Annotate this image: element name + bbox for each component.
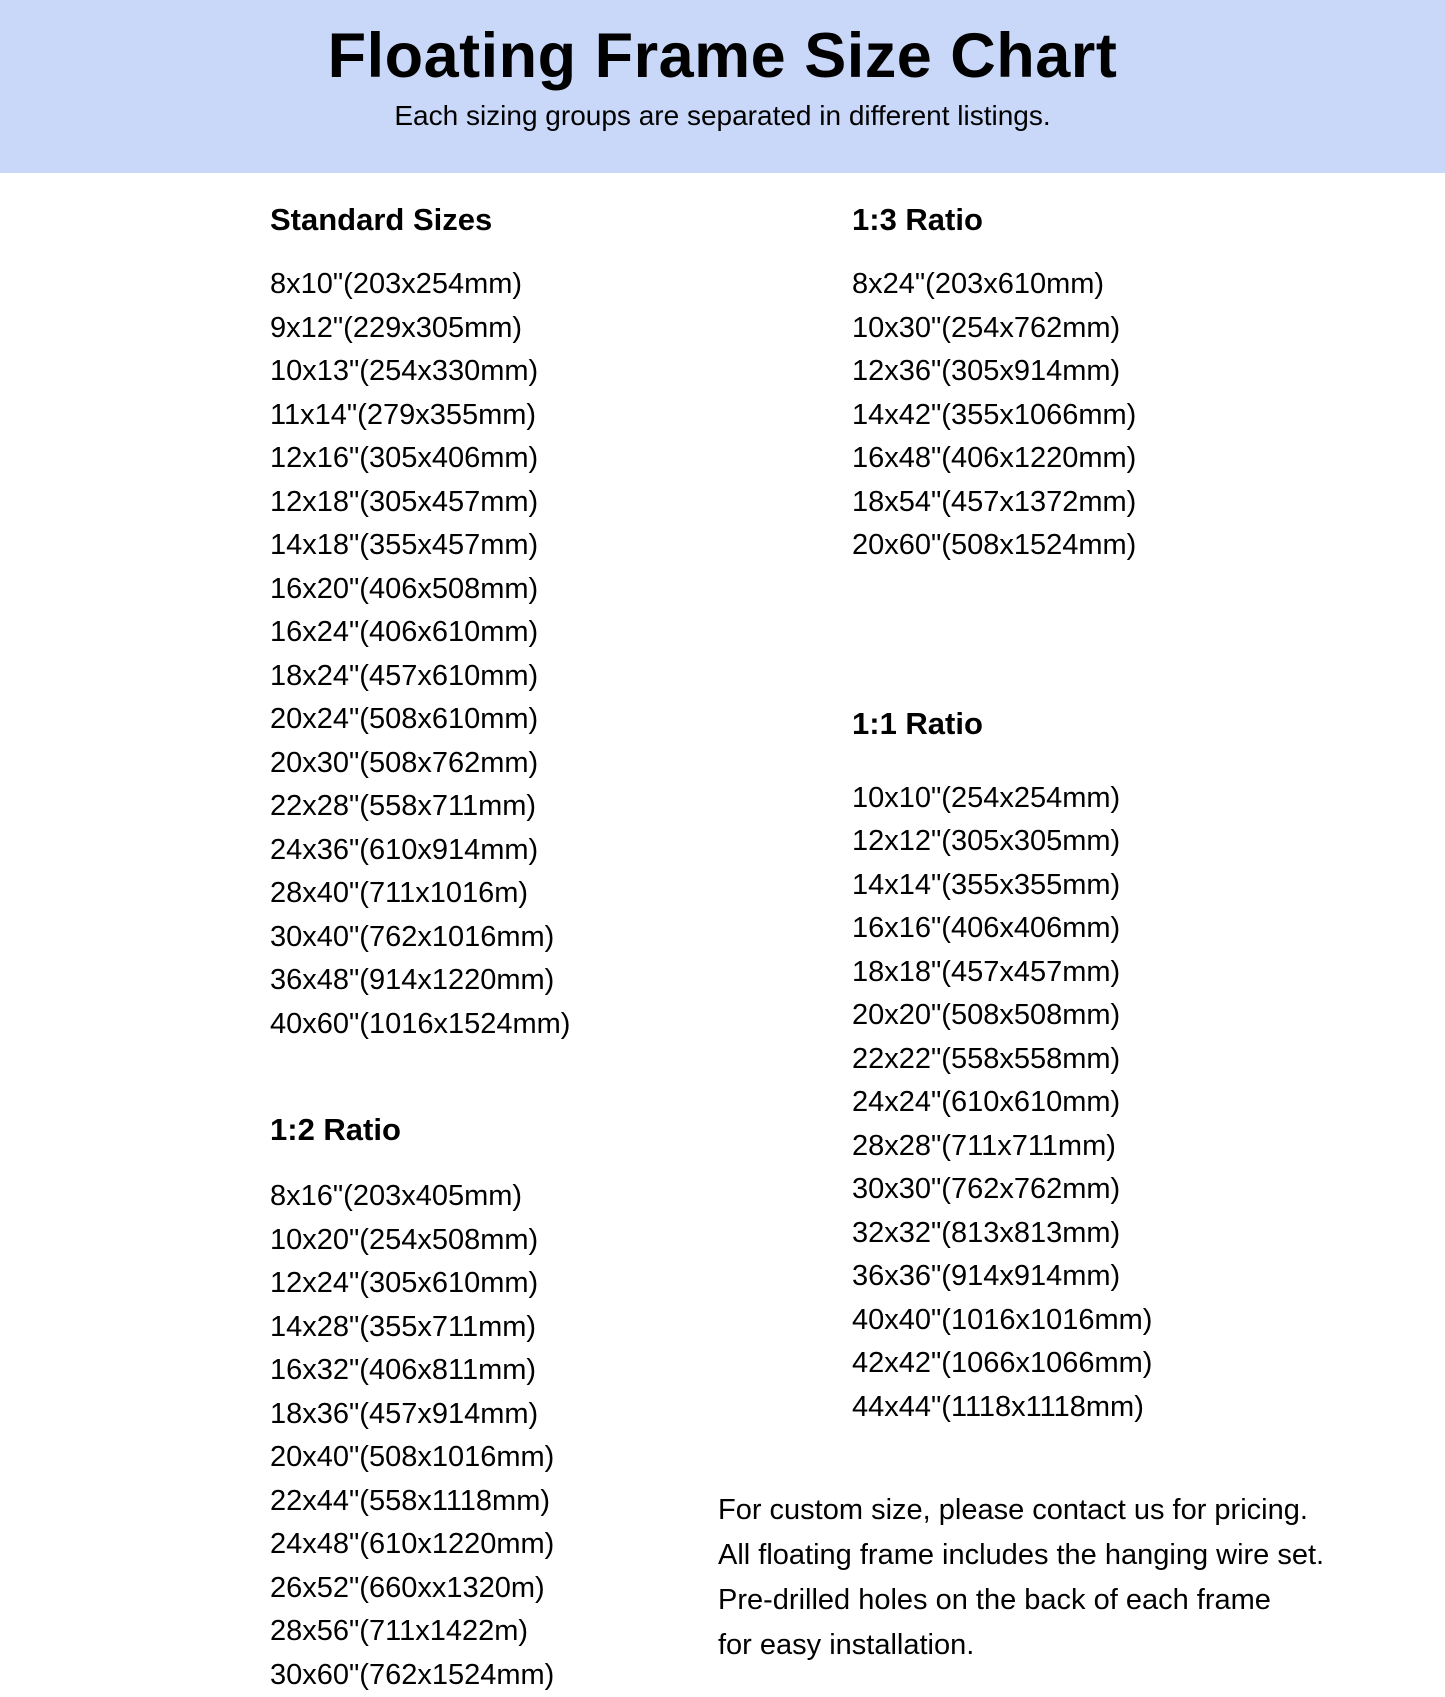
size-item: 22x44"(558x1118mm) xyxy=(270,1484,551,1517)
size-item: 16x48"(406x1220mm) xyxy=(852,442,1137,474)
size-item: 16x20"(406x508mm) xyxy=(270,572,539,605)
ratio-1-2-list xyxy=(270,1175,570,1697)
size-item: 10x10"(254x254mm) xyxy=(852,781,1121,814)
size-item: 24x24"(610x610mm) xyxy=(852,1086,1121,1118)
ratio-1-3-heading: 1:3 Ratio xyxy=(852,202,983,237)
page-title: Floating Frame Size Chart xyxy=(327,21,1118,91)
size-item: 18x54"(457x1372mm) xyxy=(852,485,1137,518)
standard-sizes-list xyxy=(270,263,570,1046)
size-item: 16x16"(406x406mm) xyxy=(852,912,1121,944)
ratio-1-1-list xyxy=(852,777,1152,1430)
size-item: 44x44"(1118x1118mm) xyxy=(852,1390,1144,1423)
size-item: 24x48"(610x1220mm) xyxy=(270,1528,555,1560)
size-item: For custom size, please contact us for pricing. xyxy=(718,1494,1308,1526)
size-item: 20x40"(508x1016mm) xyxy=(270,1441,555,1473)
size-item: 36x48"(914x1220mm) xyxy=(270,964,555,996)
size-item: 12x24"(305x610mm) xyxy=(270,1267,539,1299)
size-item: 20x60"(508x1524mm) xyxy=(852,529,1137,561)
custom-size-note xyxy=(718,1488,1324,1668)
size-item: 8x16"(203x405mm) xyxy=(270,1180,523,1212)
ratio-1-1-heading: 1:1 Ratio xyxy=(852,705,983,741)
size-item: 36x36"(914x914mm) xyxy=(852,1260,1121,1292)
size-item: 8x24"(203x610mm) xyxy=(852,268,1105,300)
size-item: 20x24"(508x610mm) xyxy=(270,703,539,735)
size-item: for easy installation. xyxy=(718,1629,975,1661)
size-item: 16x32"(406x811mm) xyxy=(270,1354,537,1386)
left-column xyxy=(270,203,570,1697)
size-item: 30x30"(762x762mm) xyxy=(852,1173,1121,1205)
size-item: 14x14"(355x355mm) xyxy=(852,868,1121,901)
header-band xyxy=(0,0,1445,173)
size-item: 10x13"(254x330mm) xyxy=(270,355,539,387)
size-item: 22x28"(558x711mm) xyxy=(270,790,537,822)
size-item: 28x56"(711x1422m) xyxy=(270,1615,529,1647)
size-item: 9x12"(229x305mm) xyxy=(270,311,523,344)
size-item: 18x18"(457x457mm) xyxy=(852,955,1121,988)
size-item: 18x24"(457x610mm) xyxy=(270,659,539,692)
size-item: 8x10"(203x254mm) xyxy=(270,268,523,300)
size-item: 14x42"(355x1066mm) xyxy=(852,398,1137,431)
size-item: 10x30"(254x762mm) xyxy=(852,311,1121,344)
size-item: 40x40"(1016x1016mm) xyxy=(852,1303,1153,1336)
size-item: 12x18"(305x457mm) xyxy=(270,485,539,518)
right-column xyxy=(852,203,1152,1429)
size-item: All floating frame includes the hanging wire set. xyxy=(718,1539,1325,1571)
standard-sizes-heading: Standard Sizes xyxy=(270,202,493,237)
size-item: 32x32"(813x813mm) xyxy=(852,1216,1121,1249)
size-item: Pre-drilled holes on the back of each frame xyxy=(718,1584,1271,1616)
page-subtitle: Each sizing groups are separated in different listings. xyxy=(394,100,1051,131)
size-item: 12x16"(305x406mm) xyxy=(270,442,539,474)
size-item: 12x36"(305x914mm) xyxy=(852,355,1121,387)
size-item: 40x60"(1016x1524mm) xyxy=(270,1007,571,1040)
size-item: 30x40"(762x1016mm) xyxy=(270,920,555,953)
ratio-1-3-list xyxy=(852,263,1152,568)
size-item: 12x12"(305x305mm) xyxy=(852,825,1121,857)
size-item: 14x28"(355x711mm) xyxy=(270,1310,537,1343)
size-item: 10x20"(254x508mm) xyxy=(270,1223,539,1256)
ratio-1-2-heading: 1:2 Ratio xyxy=(270,1112,401,1147)
size-item: 14x18"(355x457mm) xyxy=(270,529,539,561)
size-item: 26x52"(660xx1320m) xyxy=(270,1571,545,1604)
size-item: 16x24"(406x610mm) xyxy=(270,616,539,648)
size-item: 30x60"(762x1524mm) xyxy=(270,1658,555,1691)
size-item: 28x28"(711x711mm) xyxy=(852,1129,1116,1162)
size-item: 11x14"(279x355mm) xyxy=(270,398,537,431)
size-item: 22x22"(558x558mm) xyxy=(852,1042,1121,1075)
size-item: 42x42"(1066x1066mm) xyxy=(852,1347,1153,1379)
size-item: 24x36"(610x914mm) xyxy=(270,833,539,866)
size-item: 18x36"(457x914mm) xyxy=(270,1397,539,1430)
size-item: 20x30"(508x762mm) xyxy=(270,746,539,779)
size-item: 28x40"(711x1016m) xyxy=(270,877,529,909)
size-item: 20x20"(508x508mm) xyxy=(852,999,1121,1031)
